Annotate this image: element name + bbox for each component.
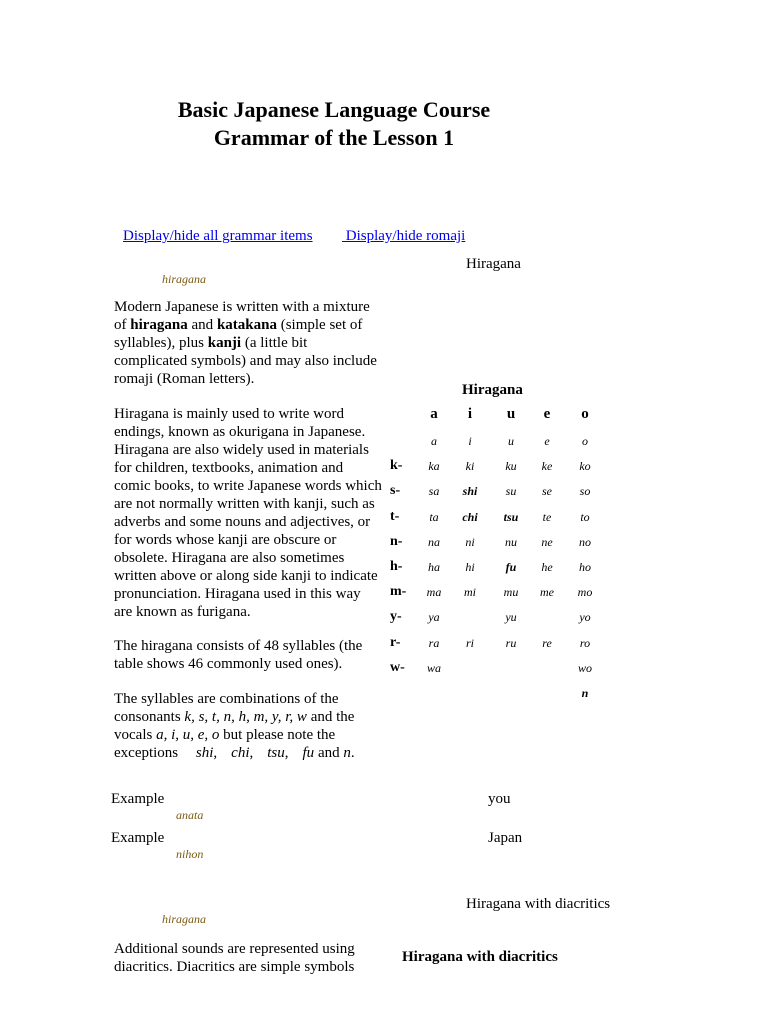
- syllable-su: su: [505, 484, 517, 499]
- syllable-mu: mu: [503, 585, 519, 600]
- toggle-romaji-link[interactable]: Display/hide romaji: [342, 228, 466, 244]
- hiragana-table-caption: Hiragana: [462, 382, 523, 398]
- syllable-ne: ne: [541, 534, 553, 549]
- consonant-header-k: k-: [390, 458, 403, 474]
- consonant-header-h: h-: [390, 559, 403, 574]
- diacritics-paragraph: Additional sounds are represented using diacritics. Diacritics are simple symbols: [114, 941, 355, 975]
- diacritics-kana-label: hiragana: [162, 912, 207, 926]
- syllable-a: a: [431, 434, 437, 448]
- syllable-ro: ro: [579, 635, 591, 650]
- syllable-wa: wa: [426, 660, 441, 675]
- syllable-sa: sa: [428, 484, 440, 499]
- syllable-ra: ra: [428, 635, 440, 650]
- syllable-he: he: [541, 560, 553, 574]
- syllable-na: na: [428, 534, 440, 549]
- syllable-o: o: [582, 434, 588, 448]
- vowel-header-e: e: [543, 406, 551, 422]
- syllable-me: me: [540, 585, 554, 600]
- page-title-line2: Grammar of the Lesson 1: [213, 125, 455, 150]
- syllable-mo: mo: [577, 585, 593, 600]
- hiragana-usage-paragraph: Hiragana is mainly used to write word endings, known as okurigana in Japanese. Hiragana are also widely used in materials for children, textbooks, animation and comic books, to write Japanese words which are not normally written with kanji, such as adverbs and some nouns and adjectives, or for words whose kanji are obscure or obsolete. Hiragana are also sometimes written above or along side kanji to indicate pronunciation. Hiragana used in this way are known as furigana.: [114, 406, 382, 620]
- toggle-grammar-link[interactable]: Display/hide all grammar items: [123, 228, 313, 244]
- consonant-header-t: t-: [390, 508, 400, 524]
- syllable-ke: ke: [541, 459, 553, 474]
- example-label-1: Example: [111, 791, 165, 807]
- example-label-2: Example: [111, 830, 165, 846]
- intro-paragraph: Modern Japanese is written with a mixture of hiragana and katakana (simple set of syllables), plus kanji (a little bit complicated symbols) and may also include romaji (Roman letters).: [114, 299, 377, 387]
- vowel-header-o: o: [581, 406, 589, 422]
- diacritics-table-caption: Hiragana with diacritics: [402, 949, 558, 965]
- example-meaning-1: you: [488, 791, 511, 807]
- syllable-se: se: [542, 484, 552, 499]
- syllable-ki: ki: [465, 459, 475, 474]
- vowel-header-i: i: [467, 406, 473, 422]
- syllable-ya: ya: [428, 610, 440, 625]
- example-reading-2: nihon: [176, 847, 204, 861]
- consonant-header-w: w-: [390, 659, 405, 675]
- syllable-ni: ni: [465, 534, 475, 549]
- syllable-n: n: [581, 686, 589, 700]
- syllable-wo: wo: [577, 660, 592, 675]
- syllable-ku: ku: [505, 459, 517, 474]
- syllable-ta: ta: [429, 509, 439, 524]
- syllable-to: to: [580, 509, 590, 524]
- syllable-mi: mi: [464, 585, 476, 600]
- consonant-header-n: n-: [390, 533, 403, 549]
- syllable-re: re: [542, 635, 552, 650]
- example-meaning-2: Japan: [488, 830, 523, 846]
- hiragana-image-caption: Hiragana: [466, 256, 521, 272]
- term-hiragana: hiragana: [130, 317, 188, 333]
- syllable-ho: ho: [579, 560, 591, 574]
- consonant-header-s: s-: [390, 483, 401, 499]
- syllable-ru: ru: [505, 635, 517, 650]
- syllable-no: no: [579, 534, 591, 549]
- syllable-so: so: [579, 484, 591, 499]
- syllable-ri: ri: [465, 635, 474, 650]
- syllable-nu: nu: [505, 534, 517, 549]
- syllable-shi: shi: [462, 484, 478, 499]
- syllable-te: te: [542, 509, 552, 524]
- consonant-header-y: y-: [390, 609, 402, 625]
- syllable-chi: chi: [462, 509, 478, 524]
- syllable-yu: yu: [505, 610, 517, 625]
- page-title-line1: Basic Japanese Language Course: [177, 97, 491, 122]
- syllable-yo: yo: [579, 610, 591, 625]
- syllable-tsu: tsu: [503, 509, 519, 524]
- term-katakana: katakana: [216, 317, 277, 333]
- vowel-header-a: a: [430, 406, 438, 422]
- syllable-ka: ka: [428, 459, 440, 474]
- syllable-e: e: [544, 434, 550, 448]
- diacritics-image-caption: Hiragana with diacritics: [466, 896, 611, 912]
- syllable-fu: fu: [505, 560, 517, 574]
- syllable-i: i: [468, 434, 472, 448]
- syllable-count-paragraph: The hiragana consists of 48 syllables (the table shows 46 commonly used ones).: [114, 638, 363, 672]
- consonant-header-m: m-: [390, 584, 407, 600]
- example-reading-1: anata: [176, 808, 204, 822]
- term-kanji: kanji: [207, 335, 242, 351]
- consonant-header-r: r-: [390, 634, 401, 650]
- syllable-ma: ma: [426, 585, 442, 600]
- syllable-u: u: [508, 434, 514, 448]
- syllable-hi: hi: [465, 560, 475, 574]
- syllable-ha: ha: [428, 560, 440, 574]
- hiragana-kana-label: hiragana: [162, 272, 207, 286]
- syllable-composition-paragraph: The syllables are combinations of the consonants k, s, t, n, h, m, y, r, w and the vocals a, i, u, e, o but please note the exceptions shi, chi, tsu, fu and n.: [114, 691, 355, 761]
- vowel-header-u: u: [506, 406, 516, 422]
- syllable-ko: ko: [579, 459, 591, 474]
